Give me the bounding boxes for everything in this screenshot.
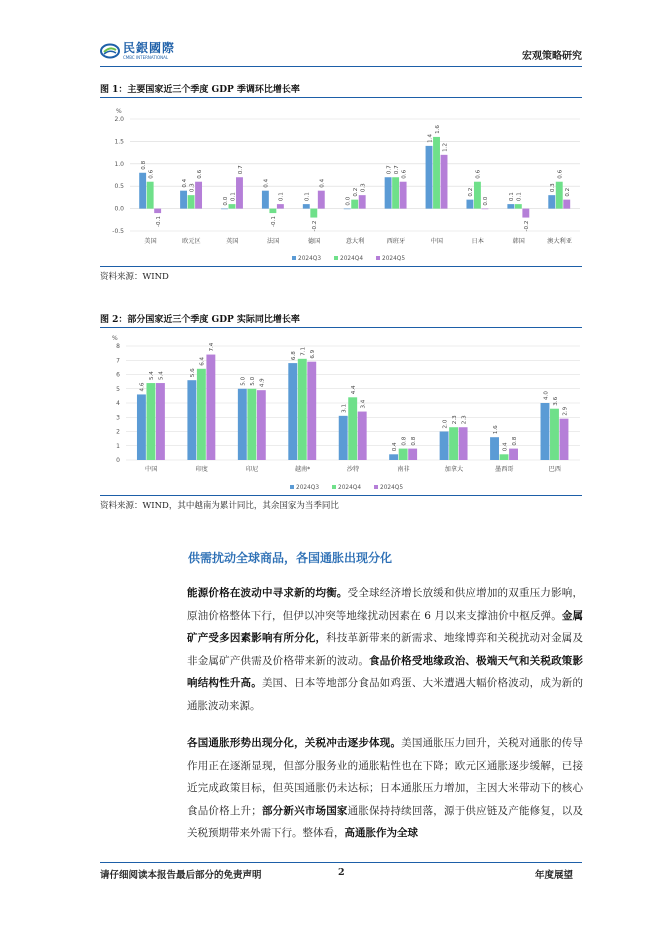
bar xyxy=(426,146,433,209)
y-tick-label: 8 xyxy=(116,343,120,350)
bar xyxy=(392,177,399,208)
bar xyxy=(238,389,247,460)
data-label: 0.8 xyxy=(401,436,408,446)
bar xyxy=(515,204,522,208)
bar xyxy=(147,182,154,209)
y-axis-unit: % xyxy=(116,108,122,115)
data-label: 0.1 xyxy=(230,192,237,202)
data-label: 0.3 xyxy=(189,183,196,193)
x-category-label: 越南* xyxy=(294,466,311,473)
bar xyxy=(560,419,569,460)
bar xyxy=(466,200,473,209)
bar xyxy=(229,204,236,208)
data-label: 0.6 xyxy=(196,169,203,179)
bar xyxy=(348,397,357,460)
legend-swatch xyxy=(332,485,336,489)
figure1-title: 图 1：主要国家近三个季度 GDP 季调环比增长率 xyxy=(100,85,300,95)
bar xyxy=(433,137,440,209)
text-run: 美国通胀压力回升，关税对通胀的传导作用正在逐渐显现，但部分服务业的通胀粘性也在下降；欧元区通胀逐步缓解，已接近完成政策目标，但英国通胀仍未达标；日本通胀压力增加，主因大米带动下的核心食品价格上升； xyxy=(187,737,584,817)
bar xyxy=(339,416,348,460)
data-label: 2.0 xyxy=(442,419,449,429)
bar xyxy=(556,182,563,209)
bar xyxy=(197,369,206,460)
x-category-label: 中国 xyxy=(145,466,158,473)
bar xyxy=(358,412,367,460)
x-category-label: 德国 xyxy=(307,238,321,245)
data-label: 3.6 xyxy=(552,396,559,406)
legend-label: 2024Q3 xyxy=(298,256,322,262)
bar xyxy=(389,454,398,460)
data-label: 5.0 xyxy=(240,376,247,386)
bold-phrase: 部分新兴市场国家 xyxy=(261,804,348,817)
data-label: 5.0 xyxy=(250,376,257,386)
data-label: -0.1 xyxy=(155,216,162,228)
x-category-label: 日本 xyxy=(471,238,484,245)
x-category-label: 韩国 xyxy=(512,238,525,245)
page-header xyxy=(0,0,662,70)
legend-swatch xyxy=(376,256,380,260)
data-label: 0.7 xyxy=(386,165,393,175)
data-label: 0.1 xyxy=(516,192,523,202)
data-label: 1.2 xyxy=(442,142,449,152)
text-run: 科技革新带来的新需求、地缘博弈和关税扰动对金属及非金属矿产供需及价格带来新的波动。 xyxy=(187,632,584,667)
y-tick-label: 0.0 xyxy=(114,205,124,213)
legend-label: 2024Q5 xyxy=(380,485,404,491)
data-label: 0.4 xyxy=(319,178,326,188)
data-label: 5.4 xyxy=(158,371,165,381)
legend-swatch xyxy=(374,485,378,489)
x-category-label: 南非 xyxy=(397,466,410,473)
y-tick-label: 0 xyxy=(116,457,120,464)
bar xyxy=(298,359,307,460)
data-label: 0.4 xyxy=(263,178,270,188)
data-label: 0.6 xyxy=(557,169,564,179)
bar xyxy=(269,209,276,213)
x-category-label: 美国 xyxy=(144,238,157,245)
figure1-title-rule xyxy=(100,97,582,98)
bar xyxy=(500,454,509,460)
bar xyxy=(474,182,481,209)
data-label: 0.2 xyxy=(468,187,475,197)
bar xyxy=(449,427,458,460)
x-category-label: 巴西 xyxy=(548,466,561,473)
bar xyxy=(400,182,407,209)
data-label: 2.3 xyxy=(461,415,468,425)
data-label: 1.4 xyxy=(427,133,434,143)
data-label: 1.6 xyxy=(492,425,499,435)
figure2-title-rule xyxy=(100,327,582,328)
bar xyxy=(137,394,146,460)
data-label: 2.9 xyxy=(562,406,569,416)
bar xyxy=(522,209,529,218)
bar xyxy=(257,390,266,460)
data-label: 3.4 xyxy=(360,399,367,409)
data-label: 2.3 xyxy=(451,415,458,425)
bar xyxy=(459,427,468,460)
data-label: 0.4 xyxy=(502,442,509,452)
bar xyxy=(441,155,448,209)
x-category-label: 印度 xyxy=(195,466,208,473)
bar xyxy=(154,209,161,213)
bar xyxy=(188,195,195,208)
data-label: 0.1 xyxy=(278,192,285,202)
footer-disclaimer: 请仔细阅读本报告最后部分的免责声明 xyxy=(100,870,262,881)
y-tick-label: 2 xyxy=(116,428,120,436)
x-category-label: 中国 xyxy=(430,238,444,245)
logo-mark-icon xyxy=(100,43,120,59)
data-label: 4.6 xyxy=(139,382,146,392)
data-label: 7.1 xyxy=(300,346,307,356)
bar xyxy=(236,177,243,208)
bar xyxy=(156,383,165,460)
data-label: 0.1 xyxy=(304,192,311,202)
data-label: 0.4 xyxy=(391,442,398,452)
data-label: 6.4 xyxy=(199,356,206,366)
bold-phrase: 食品价格受地缘政治、极端天气和关税政策影响结构性升高。 xyxy=(187,654,584,690)
y-axis-unit: % xyxy=(112,335,118,342)
logo-text-en: CMBC INTERNATIONAL xyxy=(123,55,169,60)
y-tick-label: 0.5 xyxy=(114,183,124,191)
legend-swatch xyxy=(292,256,296,260)
bar xyxy=(548,195,555,208)
bar xyxy=(408,449,417,460)
x-category-label: 英国 xyxy=(226,238,239,245)
bar xyxy=(288,363,297,460)
data-label: 5.6 xyxy=(190,368,197,378)
bold-phrase: 高通胀作为全球 xyxy=(344,827,418,840)
figure2-bottom-rule xyxy=(100,495,582,496)
footer-divider xyxy=(100,862,582,863)
data-label: 0.7 xyxy=(237,165,244,175)
y-tick-label: 1.5 xyxy=(114,138,124,146)
logo-text-cn: 民銀國際 xyxy=(123,41,176,55)
y-tick-label: 6 xyxy=(116,371,120,379)
text-run: 通胀保持持续回落，源于供应链及产能修复，以及关税预期带来外需下行。整体看， xyxy=(187,804,583,840)
y-tick-label: 4 xyxy=(116,400,120,407)
bar xyxy=(399,449,408,460)
legend-label: 2024Q4 xyxy=(338,485,362,491)
x-category-label: 西班牙 xyxy=(386,238,406,245)
x-category-label: 欧元区 xyxy=(182,238,201,245)
bar xyxy=(344,209,351,210)
data-label: -0.2 xyxy=(312,220,319,232)
data-label: -0.1 xyxy=(271,216,278,228)
data-label: 7.4 xyxy=(209,342,216,352)
bar xyxy=(206,355,215,460)
data-label: 0.4 xyxy=(181,178,188,188)
legend-label: 2024Q3 xyxy=(296,485,320,491)
y-tick-label: 3 xyxy=(116,414,120,422)
data-label: 4.9 xyxy=(259,378,266,388)
data-label: 0.7 xyxy=(393,165,400,175)
text-run: 受全球经济增长放缓和供应增加的双重压力影响，原油价格整体下行，但伊以冲突等地缘扰动因素在 6 月以来支撑油价中枢反弹。 xyxy=(187,587,583,622)
data-label: 0.3 xyxy=(360,183,367,193)
figure2-title: 图 2：部分国家近三个季度 GDP 实际同比增长率 xyxy=(100,315,300,325)
y-tick-label: 7 xyxy=(116,357,120,365)
x-category-label: 加拿大 xyxy=(444,466,464,473)
x-category-label: 墨西哥 xyxy=(495,466,514,473)
data-label: 6.9 xyxy=(310,349,317,359)
header-title: 宏观策略研究 xyxy=(522,51,582,62)
bar xyxy=(221,209,228,210)
data-label: 0.2 xyxy=(353,187,359,197)
bold-phrase: 各国通胀形势出现分化，关税冲击逐步体现。 xyxy=(187,737,402,749)
data-label: 0.0 xyxy=(222,196,229,206)
bold-phrase: 能源价格在波动中寻求新的均衡。 xyxy=(187,587,348,599)
bar xyxy=(563,200,570,209)
bar xyxy=(262,191,269,209)
data-label: 0.0 xyxy=(345,196,352,206)
bar xyxy=(509,449,518,460)
figure1-chart xyxy=(100,100,582,268)
x-category-label: 法国 xyxy=(266,238,280,245)
bar xyxy=(187,380,196,460)
y-tick-label: 1.0 xyxy=(114,160,124,168)
paragraph-inflation-divergence xyxy=(187,732,583,845)
data-label: 0.8 xyxy=(410,436,417,446)
bar xyxy=(307,362,316,460)
y-tick-label: 2.0 xyxy=(114,116,124,123)
bar xyxy=(359,195,366,208)
bar xyxy=(385,177,392,208)
data-label: 0.6 xyxy=(401,169,408,179)
data-label: 4.0 xyxy=(543,391,550,400)
legend-swatch xyxy=(334,256,338,260)
legend-label: 2024Q5 xyxy=(382,256,406,262)
y-tick-label: 1 xyxy=(116,442,120,450)
legend-label: 2024Q4 xyxy=(340,256,364,262)
bar xyxy=(277,204,284,208)
page-number: 2 xyxy=(338,867,345,878)
data-label: 4.4 xyxy=(351,385,357,395)
data-label: -0.2 xyxy=(524,220,531,232)
y-tick-label: 5 xyxy=(116,385,120,393)
bold-phrase: 金属矿产受多因素影响有所分化， xyxy=(187,609,584,645)
data-label: 5.4 xyxy=(149,371,156,381)
data-label: 1.6 xyxy=(434,125,441,134)
bar xyxy=(318,191,325,209)
company-logo xyxy=(100,40,175,62)
bar xyxy=(541,403,550,460)
section-title: 供需扰动全球商品，各国通胀出现分化 xyxy=(188,551,393,565)
bar xyxy=(180,191,187,209)
x-category-label: 意大利 xyxy=(345,238,365,245)
x-category-label: 澳大利亚 xyxy=(547,238,572,245)
bar xyxy=(310,209,317,218)
bar xyxy=(481,209,488,210)
footer-report-type: 年度展望 xyxy=(535,870,574,881)
paragraph-energy-prices xyxy=(187,582,583,718)
y-tick-label: -0.5 xyxy=(112,228,124,235)
data-label: 0.3 xyxy=(550,183,557,193)
header-divider xyxy=(100,66,582,67)
bar xyxy=(303,204,310,208)
data-label: 0.2 xyxy=(565,187,572,197)
bar xyxy=(507,204,514,208)
data-label: 0.1 xyxy=(509,192,516,202)
figure1-source: 资料来源：WIND xyxy=(100,272,169,282)
bar xyxy=(247,389,256,460)
text-run: 美国、日本等地部分食品如鸡蛋、大米遭遇大幅价格波动，成为新的通胀波动来源。 xyxy=(187,677,584,712)
bar xyxy=(440,432,449,461)
data-label: 3.1 xyxy=(341,403,348,413)
x-category-label: 沙特 xyxy=(346,466,360,473)
legend-swatch xyxy=(290,485,294,489)
figure2-chart xyxy=(100,330,582,496)
data-label: 0.0 xyxy=(483,196,490,206)
bar xyxy=(490,437,499,460)
bar xyxy=(550,409,559,460)
data-label: 6.8 xyxy=(291,351,298,361)
figure2-source: 资料来源：WIND，其中越南为累计同比，其余国家为当季同比 xyxy=(100,501,339,511)
bar xyxy=(351,200,358,209)
bar xyxy=(146,383,155,460)
x-category-label: 印尼 xyxy=(245,466,259,473)
figure1-bottom-rule xyxy=(100,266,582,267)
data-label: 0.8 xyxy=(140,160,147,170)
bar xyxy=(195,182,202,209)
data-label: 0.8 xyxy=(511,436,518,446)
data-label: 0.6 xyxy=(475,169,482,179)
data-label: 0.6 xyxy=(148,169,155,179)
bar xyxy=(139,173,146,209)
